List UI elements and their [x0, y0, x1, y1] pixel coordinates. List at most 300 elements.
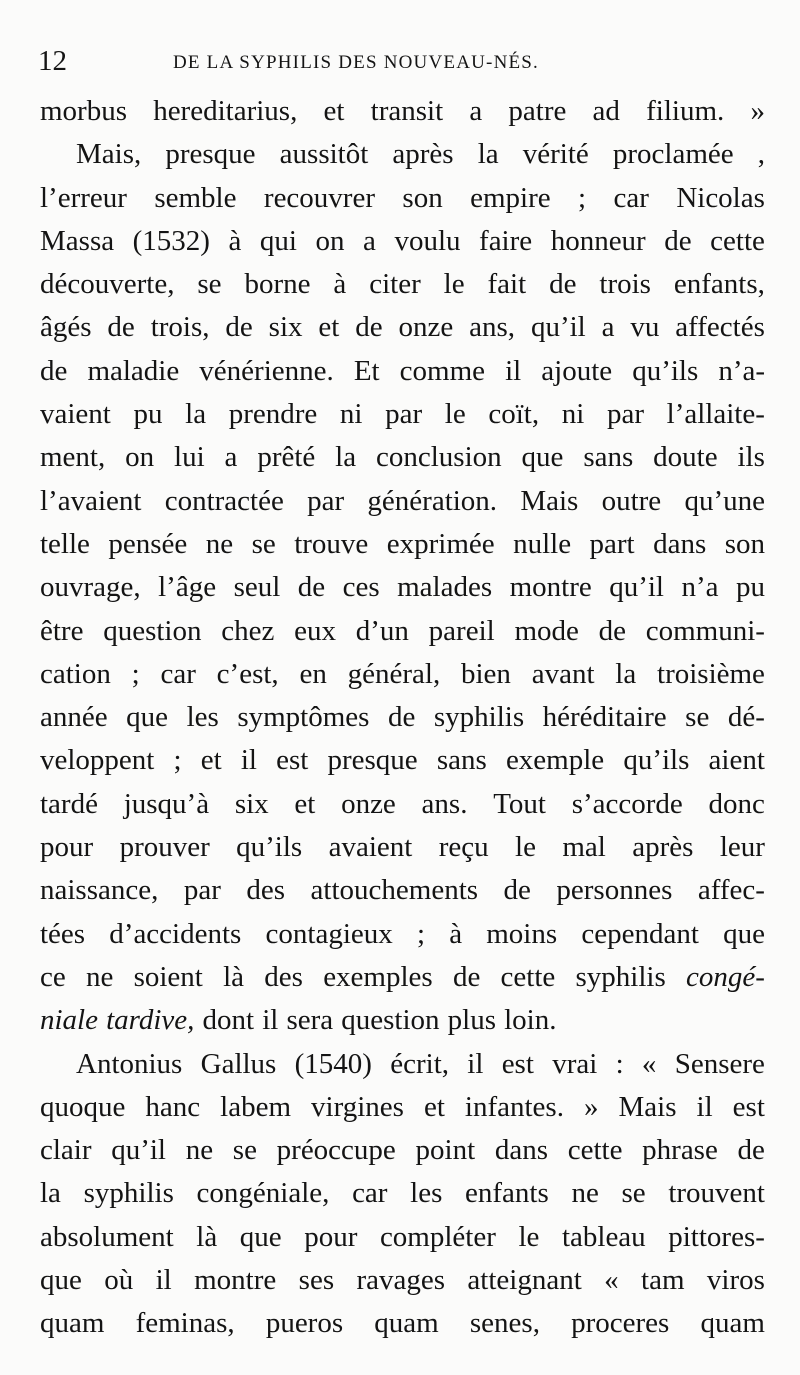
text-line	[40, 610, 765, 653]
word: génération.	[367, 484, 498, 517]
word: année	[40, 701, 108, 734]
word: congéniale,	[196, 1177, 330, 1210]
word: des	[246, 874, 286, 907]
word: (1532)	[132, 224, 210, 257]
text-line	[40, 90, 765, 133]
word: en	[299, 657, 327, 690]
word: ni	[561, 398, 585, 431]
word: ces	[342, 571, 380, 604]
word: le	[443, 268, 465, 301]
word: pour	[304, 1220, 358, 1253]
word: sera	[286, 1004, 334, 1037]
word: il	[155, 1264, 172, 1297]
word: leur	[719, 831, 765, 864]
word: «	[641, 1047, 657, 1080]
word: pensée	[108, 527, 188, 560]
word: mode	[514, 614, 579, 647]
word: mal	[562, 831, 606, 864]
word: de	[737, 1134, 765, 1167]
text-line	[40, 220, 765, 263]
word: Sensere	[674, 1047, 765, 1080]
word: phrase	[642, 1134, 718, 1167]
word: qu’il	[609, 571, 664, 604]
word: quam	[40, 1307, 105, 1340]
word: de	[549, 268, 577, 301]
text-line	[40, 696, 765, 739]
word: de	[355, 311, 383, 344]
word: montre	[509, 571, 592, 604]
word: et	[423, 1090, 445, 1123]
word: il	[505, 354, 522, 387]
word: là	[223, 960, 245, 993]
text-line	[40, 999, 765, 1042]
word: reçu	[438, 831, 489, 864]
word: empire	[470, 181, 551, 214]
running-title: DE LA SYPHILIS DES NOUVEAU-NÉS.	[173, 52, 540, 73]
text-line	[40, 1302, 765, 1345]
word: par	[183, 874, 221, 907]
word: ad	[592, 95, 620, 127]
word: et	[294, 787, 316, 820]
word: de	[107, 311, 135, 344]
word: les	[410, 1177, 443, 1210]
word: exemples	[323, 960, 433, 993]
word: son	[724, 527, 765, 560]
word: syphilis	[83, 1177, 174, 1210]
word: onze	[341, 787, 396, 820]
word: cation	[40, 657, 111, 690]
word: ,	[757, 138, 765, 171]
text-line	[40, 1172, 765, 1215]
word: prendre	[228, 398, 318, 431]
word: six	[268, 311, 303, 344]
word: dans	[494, 1134, 549, 1167]
word: tam	[641, 1264, 685, 1297]
text-line	[40, 783, 765, 826]
word: son	[402, 181, 443, 214]
word: aient	[708, 744, 765, 777]
word: d’accidents	[109, 917, 242, 950]
word: cette	[710, 224, 765, 257]
word: découverte,	[40, 268, 175, 301]
word: trois	[599, 268, 651, 301]
page-number: 12	[38, 45, 67, 77]
word: sans	[436, 744, 487, 777]
word: se	[232, 1134, 257, 1167]
word: ans.	[421, 787, 468, 820]
word: ;	[578, 181, 587, 214]
word: s’accorde	[571, 787, 683, 820]
word: fait	[487, 268, 527, 301]
word: patre	[508, 95, 567, 127]
text-line	[40, 306, 765, 349]
word: ils	[737, 441, 765, 474]
word: :	[615, 1047, 624, 1080]
word: borne	[244, 268, 311, 301]
word: de	[387, 701, 416, 734]
word: quam	[700, 1307, 765, 1340]
word: l’erreur	[40, 181, 127, 214]
word: loin.	[504, 1004, 557, 1037]
text-line	[40, 566, 765, 609]
word: prouver	[119, 831, 210, 864]
word: la	[477, 138, 499, 171]
text-line	[40, 177, 765, 220]
word: l’âge	[158, 571, 217, 604]
word: Nicolas	[676, 181, 765, 214]
word: préoccupe	[276, 1134, 396, 1167]
word: se	[685, 701, 710, 734]
word: vrai	[552, 1047, 598, 1080]
word: que	[40, 1264, 82, 1297]
word: Massa	[40, 224, 115, 257]
word: et	[318, 311, 340, 344]
word: est	[501, 1047, 534, 1080]
word: infantes.	[464, 1090, 564, 1123]
word: virgines	[311, 1090, 404, 1123]
word: atteignant	[467, 1264, 582, 1297]
word: contagieux	[265, 917, 393, 950]
word: exprimée	[386, 527, 495, 560]
word: aussitôt	[279, 138, 369, 171]
word: seul	[233, 571, 281, 604]
word: avaient	[328, 831, 413, 864]
word: et	[200, 744, 222, 777]
word: qu’ils	[236, 831, 303, 864]
word: faire	[479, 224, 533, 257]
text-line	[40, 739, 765, 782]
word: trois,	[150, 311, 210, 344]
word: nulle	[513, 527, 572, 560]
word: filium.	[646, 95, 725, 127]
word: vaient	[40, 398, 111, 431]
text-line	[40, 1086, 765, 1129]
word: ses	[298, 1264, 335, 1297]
word: transit	[370, 95, 444, 127]
word: des	[264, 960, 303, 993]
word: l’avaient	[40, 484, 142, 517]
word: eux	[294, 614, 336, 647]
word: ne	[185, 1134, 214, 1167]
word: de	[40, 354, 68, 387]
word: la	[185, 398, 207, 431]
word: la	[615, 657, 637, 690]
text-line	[40, 1043, 765, 1086]
word: car	[613, 181, 649, 214]
word: Et	[353, 354, 380, 387]
word: donc	[708, 787, 765, 820]
text-line	[40, 869, 765, 912]
word: communi-	[645, 614, 765, 647]
word: citer	[369, 268, 421, 301]
word: pittores-	[668, 1220, 765, 1253]
word: pueros	[265, 1307, 344, 1340]
word: ouvrage,	[40, 571, 141, 604]
word: vu	[630, 311, 660, 344]
word: morbus	[40, 95, 127, 127]
word: ment,	[40, 441, 106, 474]
word: naissance,	[40, 874, 159, 907]
word: compléter	[379, 1220, 496, 1253]
word: telle	[40, 527, 90, 560]
word: qu’il	[530, 311, 586, 344]
word: ;	[173, 744, 182, 777]
word: c’est,	[216, 657, 279, 690]
word: presque	[327, 744, 418, 777]
word: ajoute	[541, 354, 613, 387]
word: après	[632, 831, 694, 864]
word: ni	[339, 398, 363, 431]
word: tableau	[561, 1220, 646, 1253]
word: tardive,	[106, 1004, 195, 1037]
word: pareil	[428, 614, 495, 647]
word: pour	[40, 831, 94, 864]
word: qui	[259, 224, 297, 257]
word: vénérienne.	[199, 354, 334, 387]
word: «	[604, 1264, 619, 1297]
word: part	[589, 527, 635, 560]
word: qu’une	[684, 484, 765, 517]
word: dé-	[727, 701, 765, 734]
word: dans	[653, 527, 707, 560]
word: attouchements	[310, 874, 479, 907]
word: par	[307, 484, 345, 517]
word: question	[103, 614, 202, 647]
word: syphilis	[433, 701, 525, 734]
word: la	[335, 441, 357, 474]
word: trouve	[294, 527, 369, 560]
text-line	[40, 523, 765, 566]
word: malades	[397, 571, 493, 604]
word: après	[392, 138, 454, 171]
text-line	[40, 826, 765, 869]
word: onze	[398, 311, 454, 344]
word: feminas,	[135, 1307, 235, 1340]
word: se	[251, 527, 276, 560]
word: dont	[202, 1004, 255, 1037]
word: la	[40, 1177, 61, 1210]
word: honneur	[550, 224, 646, 257]
word: que	[239, 1220, 282, 1253]
word: qu’ils	[623, 744, 690, 777]
word: là	[196, 1220, 218, 1253]
word: ;	[416, 917, 425, 950]
word: symptômes	[237, 701, 370, 734]
word: enfants,	[673, 268, 765, 301]
word: d’un	[355, 614, 409, 647]
word: (1540)	[294, 1047, 372, 1080]
word: congé-	[686, 960, 765, 993]
word: on	[315, 224, 345, 257]
text-line	[40, 653, 765, 696]
word: de	[503, 874, 531, 907]
word: écrit,	[390, 1047, 449, 1080]
word: cette	[500, 960, 556, 993]
text-line	[40, 1259, 765, 1302]
word: comme	[399, 354, 486, 387]
word: Gallus	[200, 1047, 277, 1080]
word: veloppent	[40, 744, 155, 777]
word: il	[262, 1004, 279, 1037]
word: car	[160, 657, 196, 690]
word: soient	[133, 960, 203, 993]
text-line	[40, 393, 765, 436]
word: à	[333, 268, 347, 301]
word: vérité	[522, 138, 589, 171]
word: senes,	[469, 1307, 540, 1340]
word: de	[452, 960, 481, 993]
word: l’allaite-	[666, 398, 765, 431]
body-text	[40, 90, 765, 1346]
word: et	[323, 95, 345, 127]
text-line	[40, 263, 765, 306]
text-line	[40, 1129, 765, 1172]
word: qu’il	[111, 1134, 166, 1167]
word: il	[696, 1090, 713, 1123]
word: se	[621, 1177, 646, 1210]
text-line	[40, 1216, 765, 1259]
word: a	[363, 224, 376, 257]
word: héréditaire	[542, 701, 667, 734]
word: plus	[447, 1004, 496, 1037]
word: se	[197, 268, 222, 301]
word: pu	[735, 571, 765, 604]
word: cette	[567, 1134, 623, 1167]
word: à	[449, 917, 463, 950]
word: prêté	[257, 441, 316, 474]
word: le	[515, 831, 536, 864]
word: outre	[601, 484, 662, 517]
word: le	[518, 1220, 540, 1253]
word: que	[723, 917, 765, 950]
text-line	[40, 956, 765, 999]
word: il	[467, 1047, 484, 1080]
word: le	[444, 398, 466, 431]
word: avant	[531, 657, 595, 690]
word: coït,	[488, 398, 540, 431]
word: clair	[40, 1134, 92, 1167]
word: bien	[460, 657, 511, 690]
word: six	[234, 787, 269, 820]
word: hereditarius,	[153, 95, 298, 127]
word: trouvent	[668, 1177, 765, 1210]
word: sans	[583, 441, 634, 474]
text-line	[40, 480, 765, 523]
word: absolument	[40, 1220, 174, 1253]
word: point	[415, 1134, 476, 1167]
word: de	[225, 311, 253, 344]
word: car	[352, 1177, 388, 1210]
word: question	[341, 1004, 440, 1037]
page-header	[38, 44, 760, 78]
word: hanc	[145, 1090, 201, 1123]
word: montre	[194, 1264, 277, 1297]
word: Mais,	[76, 138, 142, 171]
word: est	[276, 744, 309, 777]
word: chez	[221, 614, 275, 647]
word: a	[469, 95, 483, 127]
word: viros	[706, 1264, 765, 1297]
word: qu’ils	[632, 354, 699, 387]
word: recouvrer	[263, 181, 375, 214]
word: âgés	[40, 311, 92, 344]
word: de	[297, 571, 326, 604]
word: Mais	[618, 1090, 677, 1123]
word: est	[732, 1090, 765, 1123]
word: moins	[486, 917, 558, 950]
word: doute	[653, 441, 718, 474]
word: Mais	[520, 484, 579, 517]
word: où	[104, 1264, 134, 1297]
text-line	[40, 436, 765, 479]
word: personnes	[556, 874, 673, 907]
word: affec-	[697, 874, 765, 907]
word: troisième	[657, 657, 765, 690]
word: à	[228, 224, 242, 257]
word: Antonius	[76, 1047, 183, 1080]
word: les	[186, 701, 219, 734]
word: conclusion	[376, 441, 502, 474]
word: »	[750, 95, 765, 127]
word: enfants	[465, 1177, 549, 1210]
word: ne	[205, 527, 234, 560]
word: par	[606, 398, 644, 431]
word: il	[240, 744, 257, 777]
text-line	[40, 350, 765, 393]
word: exemple	[505, 744, 605, 777]
word: être	[40, 614, 84, 647]
word: ne	[85, 960, 114, 993]
word: par	[385, 398, 423, 431]
word: lui	[174, 441, 205, 474]
word: quam	[374, 1307, 439, 1340]
text-line	[40, 913, 765, 956]
word: presque	[165, 138, 256, 171]
word: contractée	[164, 484, 284, 517]
word: que	[126, 701, 169, 734]
word: syphilis	[575, 960, 666, 993]
word: ce	[40, 960, 66, 993]
word: voulu	[394, 224, 461, 257]
word: a	[224, 441, 238, 474]
text-line	[40, 133, 765, 176]
word: niale	[40, 1004, 98, 1037]
word: n’a-	[718, 354, 765, 387]
word: n’a	[681, 571, 719, 604]
word: ne	[571, 1177, 599, 1210]
word: pu	[133, 398, 163, 431]
word: proceres	[571, 1307, 670, 1340]
word: tées	[40, 917, 86, 950]
word: que	[521, 441, 564, 474]
word: jusqu’à	[123, 787, 210, 820]
word: maladie	[87, 354, 180, 387]
word: »	[583, 1090, 599, 1123]
word: labem	[220, 1090, 292, 1123]
word: de	[664, 224, 692, 257]
word: proclamée	[612, 138, 734, 171]
word: cependant	[581, 917, 699, 950]
word: de	[598, 614, 626, 647]
word: ans,	[469, 311, 516, 344]
word: semble	[154, 181, 237, 214]
word: Tout	[493, 787, 546, 820]
word: ;	[131, 657, 140, 690]
word: tardé	[40, 787, 98, 820]
word: a	[601, 311, 615, 344]
word: affectés	[675, 311, 765, 344]
word: général,	[347, 657, 441, 690]
